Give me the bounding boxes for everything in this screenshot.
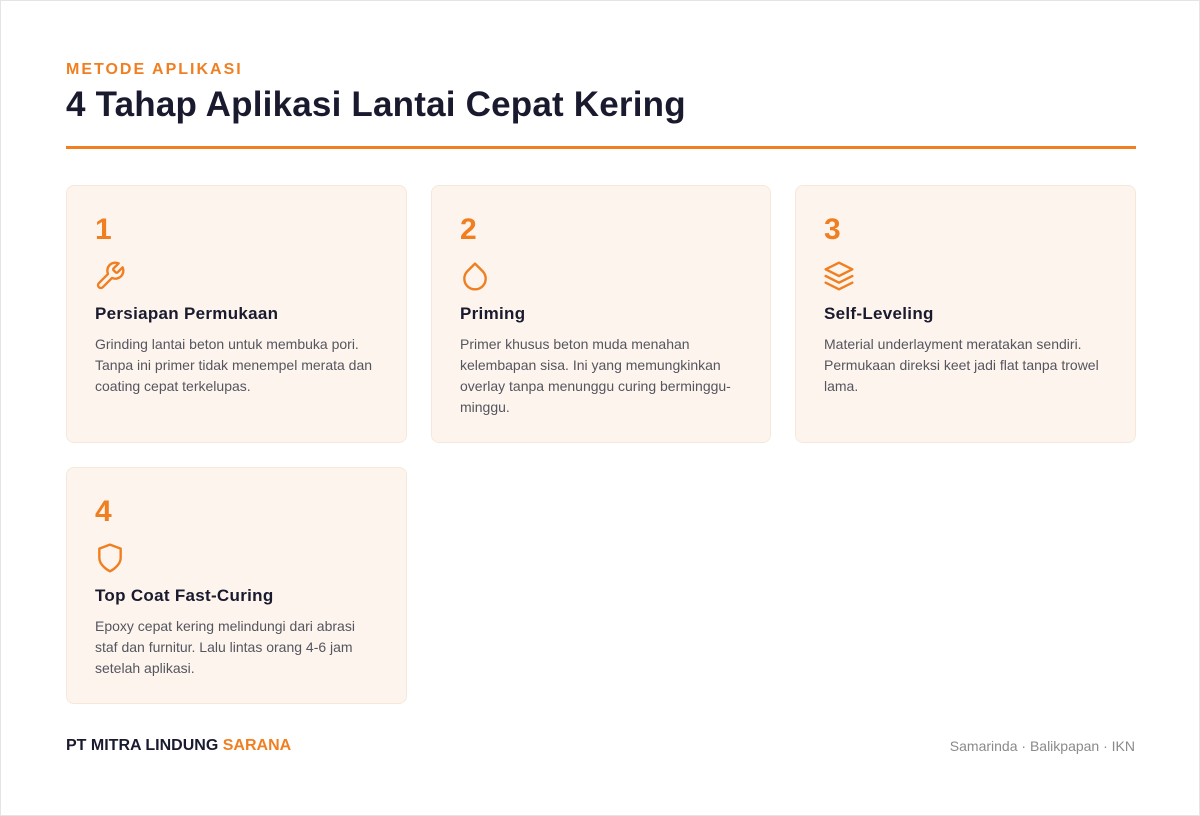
wrench-icon [94, 260, 126, 292]
step-description: Grinding lantai beton untuk membuka pori. Tanpa ini primer tidak menempel merata dan coating cepat terkelupas. [95, 336, 373, 394]
step-title: Self-Leveling [824, 304, 934, 323]
brand-name: PT MITRA LINDUNG [66, 737, 219, 754]
shield-icon [94, 542, 126, 574]
company-brand [66, 737, 291, 755]
step-number: 4 [95, 495, 112, 528]
step-number: 3 [824, 213, 841, 246]
step-description: Material underlayment meratakan sendiri. Permukaan direksi keet jadi flat tanpa trowel lama. [824, 336, 1099, 394]
step-card-2 [431, 185, 771, 443]
droplet-icon [459, 260, 491, 292]
step-card-3 [795, 185, 1136, 443]
step-title: Top Coat Fast-Curing [95, 586, 274, 605]
page-title: 4 Tahap Aplikasi Lantai Cepat Kering [66, 85, 686, 124]
section-eyebrow: METODE APLIKASI [66, 61, 243, 78]
footer-locations: Samarinda · Balikpapan · IKN [949, 738, 1135, 754]
step-card-4 [66, 467, 407, 704]
title-divider [66, 146, 1136, 149]
step-description: Primer khusus beton muda menahan kelembapan sisa. Ini yang memungkinkan overlay tanpa menunggu curing berminggu-minggu. [460, 336, 731, 415]
brand-accent: SARANA [222, 737, 292, 754]
step-title: Priming [460, 304, 526, 323]
step-title: Persiapan Permukaan [95, 304, 279, 323]
layers-icon [823, 260, 855, 292]
step-number: 2 [460, 213, 477, 246]
step-number: 1 [95, 213, 112, 246]
step-description: Epoxy cepat kering melindungi dari abrasi staf dan furnitur. Lalu lintas orang 4-6 jam setelah aplikasi. [95, 618, 355, 676]
step-card-1 [66, 185, 407, 443]
